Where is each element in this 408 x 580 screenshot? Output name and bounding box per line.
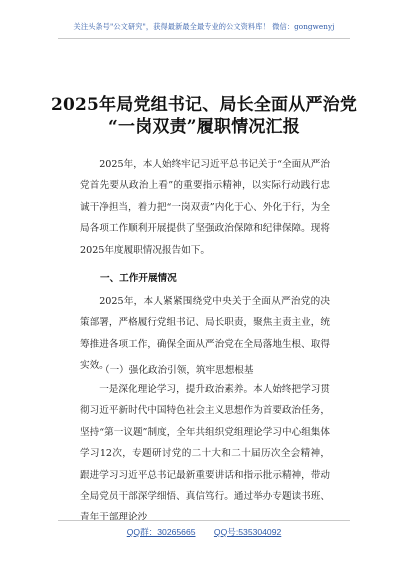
qq-group-link[interactable]: QQ群：30265665	[126, 527, 196, 537]
qq-number-link[interactable]: QQ号:535304092	[213, 527, 282, 537]
document-title-line-2: “一岗双责”履职情况汇报	[108, 117, 300, 137]
intro-paragraph: 2025年，本人始终牢记习近平总书记关于“全面从严治党首先要从政治上看”的重要指示精神，以实际行动践行忠诚干净担当，着力把“一岗双责”内化于心、外化于行，为全局各项工作顺利开展提供了坚强政治保障和纪律保障。现将2025年度履职情况报告如下。	[80, 159, 330, 256]
header-divider	[58, 38, 350, 39]
document-title-line-1: 2025年局党组书记、局长全面从严治党	[50, 95, 358, 115]
section-1-paragraph: 2025年，本人紧紧围绕党中央关于全面从严治党的决策部署，严格履行党组书记、局长职责，聚焦主责主业，统筹推进各项工作，确保全面从严治党在全局落地生根、取得实效。	[80, 296, 330, 372]
subsection-1-paragraph: 一是深化理论学习，提升政治素养。本人始终把学习贯彻习近平新时代中国特色社会主义思想作为首要政治任务，坚持“第一议题”制度，全年共组织党组理论学习中心组集体学习12次，专题研讨党的二十大和二十届历次全会精神，跟进学习习近平总书记最新重要讲话和指示批示精神，带动全局党员干部深学细悟、真信笃行。通过举办专题读书班、青年干部理论沙	[80, 384, 330, 524]
promo-header: 关注头条号"公文研究"，获得最新最全最专业的公文资料库！ 微信：gongwenyj	[73, 22, 335, 31]
section-1-heading: 一、工作开展情况	[100, 273, 177, 284]
contact-footer	[0, 526, 408, 538]
subsection-1-heading: （一）强化政治引领，筑牢思想根基	[100, 365, 254, 376]
footer-divider	[58, 520, 350, 521]
